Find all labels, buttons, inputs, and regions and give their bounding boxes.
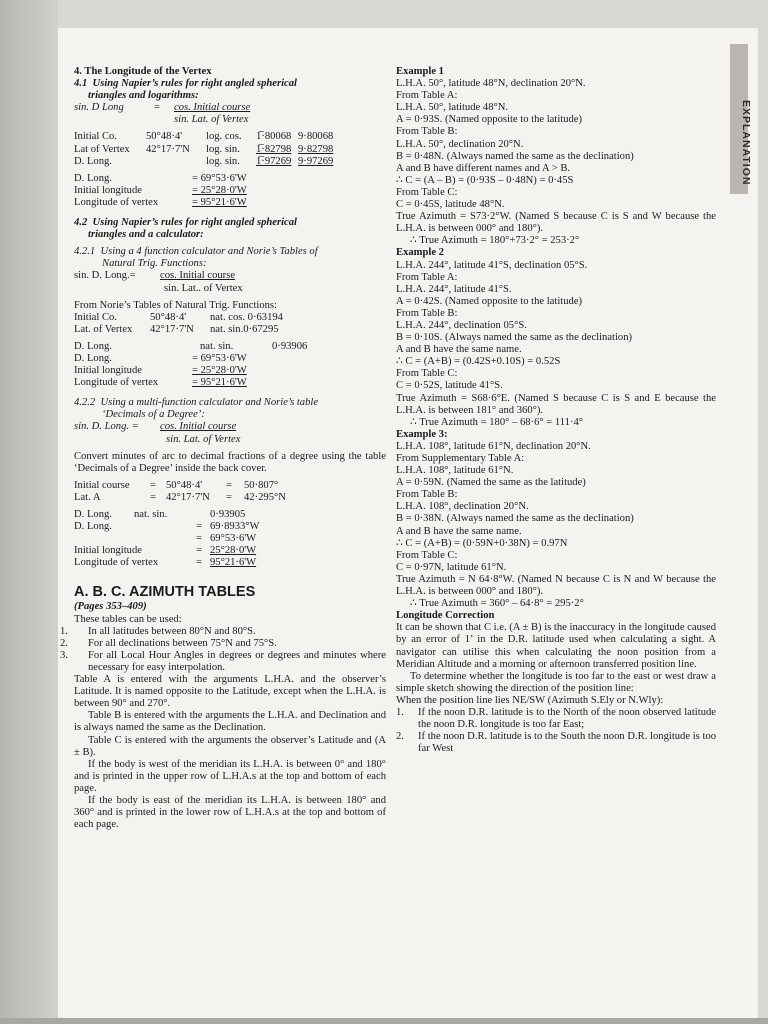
cell: [134, 521, 196, 533]
cell: D. Long.: [74, 155, 112, 167]
cell: 42°17·7'N: [150, 323, 194, 335]
subheading-4-2-1: [74, 246, 386, 258]
cell: Initial Co.: [74, 131, 117, 143]
cell: D. Long.: [74, 172, 112, 184]
subheading-number: 4.2.1: [74, 246, 96, 258]
subheading-text: Using a 4 function calculator and Norie’s Tables of: [100, 246, 318, 258]
ex2-line: True Azimuth = S68·6°E. (Named S because C is S and E because the L.H.A. is between 181° and 360°).: [396, 392, 716, 416]
formula-3-den-row: [74, 434, 386, 446]
ex1-line: ∴ C = (A – B) = (0·93S – 0·48N) = 0·45S: [396, 174, 574, 186]
cell: Initial longitude: [74, 365, 142, 377]
ex2-line: A and B have the same name.: [396, 344, 522, 356]
west-paragraph: If the body is west of the meridian its L.H.A. is between 0° and 180° and is printed in the upper row of L.H.A.s at the top and bottom of each page.: [74, 758, 386, 794]
use-item: [60, 649, 386, 674]
cell: D. Long.: [74, 521, 112, 533]
ex3-line: L.H.A. 108°, latitude 61°N.: [396, 465, 514, 477]
result-row: [74, 185, 386, 197]
subheading-number: 4.1: [74, 78, 88, 90]
cell: 69·8933°W: [210, 521, 260, 533]
item-number: 2.: [60, 637, 68, 649]
formula-1-den-row: [74, 114, 386, 126]
longitude-correction-p1: It can be shown that C i.e. (A ± B) is the inaccuracy in the longitude caused by an error of 1’ in the D.R. latitude used when calculating a sight. A navigator can utilise this when calculating the noon position from a Meridian Altitude and a morning or afternoon transferred position line.: [396, 622, 717, 670]
formula-lhs: sin. D. Long.=: [74, 270, 136, 282]
convert-paragraph: Convert minutes of arc to decimal fractions of a degree using the table ‘Decimals of a Degree’ inside the back cover.: [74, 450, 386, 474]
cell: Longitude of vertex: [74, 377, 159, 389]
ex1-line: L.H.A. 50°, declination 20°N.: [396, 138, 524, 150]
cell: 1̅·82798: [256, 143, 292, 155]
log-table-row: [74, 131, 386, 143]
example-3-heading: Example 3:: [396, 428, 448, 440]
cell: = 25°28·0'W: [192, 184, 247, 196]
item-text: In all latitudes between 80°N and 80°S.: [88, 625, 256, 637]
result-row: [74, 173, 386, 185]
ex2-line: A = 0·42S. (Named opposite to the latitude): [396, 295, 583, 307]
table-c-paragraph: Table C is entered with the arguments the observer’s Latitude and (A ± B).: [74, 734, 386, 758]
subheading-text: Using Napier’s rules for right angled spherical: [92, 217, 297, 229]
subheading-4-2: [74, 217, 386, 229]
pages-ref: (Pages 353–409): [74, 601, 147, 613]
item-number: 1.: [396, 706, 404, 718]
ex2-line: From Table C:: [396, 368, 458, 380]
formula-numerator: cos. Initial course: [174, 102, 251, 114]
cell: 1̅·97269: [256, 155, 292, 167]
decimal-result-row: [74, 533, 386, 545]
ex1-line: B = 0·48N. (Always named the same as the declination): [396, 150, 634, 162]
cell: nat. cos. 0·63194: [210, 311, 283, 323]
cell: nat. sin.: [134, 509, 168, 520]
item-number: 1.: [60, 625, 68, 637]
cell: [74, 533, 134, 545]
cell: =: [196, 545, 202, 557]
ex3-line: From Table B:: [396, 489, 458, 501]
page-bottom-edge: [0, 1018, 768, 1024]
ex3-line: L.H.A. 108°, latitude 61°N, declination 20°N.: [396, 440, 591, 452]
nat-table-row: [74, 312, 386, 324]
cell: 50·807°: [244, 479, 279, 491]
ex2-line: C = 0·52S, latitude 41°S.: [396, 380, 503, 392]
cell: =: [226, 491, 232, 503]
ex1-line: ∴ True Azimuth = 180°+73·2° = 253·2°: [410, 235, 580, 247]
formula-lhs: sin. D Long: [74, 102, 124, 114]
cell: Initial course: [74, 479, 130, 491]
table-a-paragraph: Table A is entered with the arguments L.H.A. and the observer’s Latitude. It is named opposite to the Latitude, except when the L.H.A. is between 90° and 270°.: [74, 674, 386, 710]
cell: 9·97269: [298, 155, 334, 167]
cell: 50°48·4': [150, 311, 187, 323]
cell: D. Long.: [74, 340, 112, 352]
cell: =: [196, 533, 202, 545]
ex1-line: True Azimuth = S73·2°W. (Named S because C is S and W because the L.H.A. is between 000° and 180°).: [396, 211, 716, 235]
decimal-table-row: [74, 492, 386, 504]
cell: Longitude of vertex: [74, 196, 159, 208]
cell: 42°17·7'N: [166, 491, 210, 503]
cell: [196, 509, 210, 521]
cell: 50°48·4': [166, 479, 203, 491]
ex2-line: L.H.A. 244°, declination 05°S.: [396, 319, 527, 331]
cell: [134, 533, 196, 545]
ex1-line: L.H.A. 50°, latitude 48°N, declination 20°N.: [396, 78, 586, 90]
formula-3: [74, 421, 386, 433]
ex2-line: ∴ C = (A+B) = (0.42S+0.10S) = 0.52S: [396, 356, 561, 368]
nories-intro: From Norie’s Tables of Natural Trig. Functions:: [74, 299, 277, 311]
cell: Initial Co.: [74, 311, 117, 323]
cell: = 69°53·6'W: [192, 172, 247, 184]
subheading-4-2-cont: triangles and a calculator:: [88, 229, 204, 241]
formula-numerator: cos. Initial course: [160, 421, 237, 433]
item-text: If the noon D.R. latitude is to the North of the noon observed latitude the noon D.R. longitude is too far East;: [418, 706, 716, 731]
decimal-table-row: [74, 480, 386, 492]
item-number: 2.: [396, 731, 404, 743]
subheading-number: 4.2.2: [74, 397, 96, 409]
ex3-line: ∴ C = (A+B) = (0·59N+0·38N) = 0.97N: [396, 537, 568, 549]
formula-numerator: cos. Initial course: [160, 270, 236, 282]
subheading-4-2-2: [74, 397, 386, 409]
cell: =: [150, 479, 156, 491]
cell: =: [196, 521, 202, 533]
log-table-row: [74, 144, 386, 156]
ex3-line: A and B have the same name.: [396, 525, 522, 537]
cell: D. Long.: [74, 509, 112, 520]
formula-eq: =: [154, 102, 160, 114]
cell: nat. sin.0·67295: [210, 323, 279, 335]
cell: Initial longitude: [74, 545, 142, 557]
example-2-heading: Example 2: [396, 247, 444, 259]
result-row: [74, 353, 386, 365]
formula-denominator: sin. Lat.. of Vertex: [164, 282, 243, 294]
cell: log. sin.: [206, 155, 240, 167]
ex1-line: From Table B:: [396, 126, 458, 138]
decimal-result-row: [74, 545, 386, 557]
cell: 95°21·6'W: [210, 557, 257, 569]
formula-2: [74, 270, 386, 282]
item-text: For all Local Hour Angles in degrees or degrees and minutes where necessary for easy interpolation.: [88, 649, 386, 673]
cell: 1̅·80068: [256, 131, 292, 143]
right-column: [396, 66, 716, 755]
cell: 42·295°N: [244, 491, 286, 503]
ex3-line: C = 0·97N, latitude 61°N.: [396, 561, 507, 573]
cell: = 25°28·0'W: [192, 365, 247, 377]
ex2-line: From Table A:: [396, 271, 458, 283]
nat-table-row: [74, 324, 386, 336]
subheading-4-2-2-cont: ‘Decimals of a Degree’:: [102, 409, 205, 421]
cell: Lat. of Vertex: [74, 323, 133, 335]
formula-lhs: sin. D. Long. =: [74, 421, 139, 433]
longitude-correction-p2: To determine whether the longitude is too far to the east or west draw a simple sketch showing the direction of the position line:: [396, 670, 716, 694]
cell: Lat. A: [74, 491, 101, 503]
ex2-line: L.H.A. 244°, latitude 41°S.: [396, 283, 512, 295]
cell: = 95°21·6'W: [192, 196, 247, 208]
cell: Longitude of vertex: [74, 557, 159, 569]
cell: Lat of Vertex: [74, 143, 130, 155]
subheading-4-2-1-cont: Natural Trig. Functions:: [102, 258, 207, 270]
cell: 9·82798: [298, 143, 334, 155]
cell: 0·93906: [272, 340, 308, 352]
ex3-line: From Table C:: [396, 549, 458, 561]
subheading-4-1: [74, 78, 386, 90]
used-intro: These tables can be used:: [74, 613, 182, 625]
cell: =: [196, 557, 202, 569]
ex3-line: A = 0·59N. (Named the same as the latitude): [396, 477, 586, 489]
formula-1: [74, 102, 386, 114]
cell: nat. sin.: [200, 340, 234, 352]
subheading-number: 4.2: [74, 217, 88, 229]
ex1-line: From Table C:: [396, 186, 458, 198]
item-text: If the noon D.R. latitude is to the South the noon D.R. longitude is too far West: [418, 731, 716, 755]
ex3-line: B = 0·38N. (Always named the same as the declination): [396, 513, 634, 525]
ex1-line: A = 0·93S. (Named opposite to the latitude): [396, 114, 583, 126]
page-gutter-shadow: [0, 0, 58, 1024]
cell: 0·93905: [210, 509, 246, 520]
subheading-4-1-cont: triangles and logarithms:: [88, 90, 199, 102]
longitude-correction-heading: Longitude Correction: [396, 610, 495, 622]
log-table-row: [74, 156, 386, 168]
decimal-result-row: [74, 521, 386, 533]
ex3-line: From Supplementary Table A:: [396, 453, 525, 464]
cell: [146, 156, 206, 168]
ex1-line: L.H.A. 50°, latitude 48°N.: [396, 102, 509, 114]
cell: D. Long.: [74, 352, 112, 364]
nat-table-row: [74, 341, 386, 353]
cell: 50°48·4': [146, 131, 183, 143]
cell: 25°28·0'W: [210, 545, 257, 557]
left-column: [60, 66, 386, 831]
table-b-paragraph: Table B is entered with the arguments the L.H.A. and Declination and is always named the same as the Declination.: [74, 710, 386, 734]
cell: 42°17·7'N: [146, 143, 190, 155]
correction-item: [396, 707, 716, 731]
ex2-line: ∴ True Azimuth = 180° – 68·6° = 111·4°: [410, 416, 584, 428]
decimal-result-row: [74, 557, 386, 569]
ex1-line: A and B have different names and A > B.: [396, 162, 571, 174]
result-row: [74, 197, 386, 209]
ex3-line: ∴ True Azimuth = 360° – 64·8° = 295·2°: [410, 598, 584, 610]
cell: 9·80068: [298, 131, 334, 143]
ex3-line: True Azimuth = N 64·8°W. (Named N because C is N and W because the L.H.A. is between 000° and 180°).: [396, 573, 716, 598]
cell: log. cos.: [206, 131, 242, 143]
ex3-line: L.H.A. 108°, declination 20°N.: [396, 501, 529, 513]
ex1-line: From Table A:: [396, 90, 458, 102]
cell: Initial longitude: [74, 184, 142, 196]
use-item: [60, 637, 386, 650]
longitude-correction-p3: When the position line lies NE/SW (Azimuth S.Ely or N.Wly):: [396, 694, 664, 706]
decimal-result-row: [74, 509, 386, 521]
use-item: [60, 625, 386, 638]
edge-label: EXPLANATION: [740, 100, 752, 186]
subheading-text: Using a multi-function calculator and Norie’s table: [100, 397, 319, 409]
example-1-heading: Example 1: [396, 66, 444, 77]
east-paragraph: If the body is east of the meridian its L.H.A. is between 180° and 360° and is printed in the lower row of L.H.A.s at the top and bottom of each page.: [74, 794, 386, 831]
cell: 69°53·6'W: [210, 533, 257, 545]
ex2-line: B = 0·10S. (Always named the same as the declination): [396, 332, 633, 344]
ex2-line: From Table B:: [396, 307, 458, 319]
formula-denominator: sin. Lat. of Vertex: [166, 433, 241, 445]
formula-denominator: sin. Lat. of Vertex: [174, 114, 249, 126]
result-row: [74, 377, 386, 389]
cell: =: [226, 479, 232, 491]
cell: =: [150, 491, 156, 503]
formula-2-den-row: [74, 283, 386, 295]
subheading-text: Using Napier’s rules for right angled spherical: [92, 78, 297, 90]
item-text: For all declinations between 75°N and 75°S.: [88, 637, 277, 649]
cell: = 69°53·6'W: [192, 352, 247, 364]
correction-item: [396, 731, 716, 755]
ex2-line: L.H.A. 244°, latitude 41°S, declination 05°S.: [396, 259, 588, 271]
cell: log. sin.: [206, 143, 240, 155]
ex1-line: C = 0·45S, latitude 48°N.: [396, 199, 505, 211]
result-row: [74, 365, 386, 377]
item-number: 3.: [60, 649, 68, 661]
section-heading-longitude-vertex: 4. The Longitude of the Vertex: [74, 66, 212, 77]
abc-azimuth-title: A. B. C. AZIMUTH TABLES: [74, 584, 256, 601]
cell: = 95°21·6'W: [192, 377, 247, 389]
